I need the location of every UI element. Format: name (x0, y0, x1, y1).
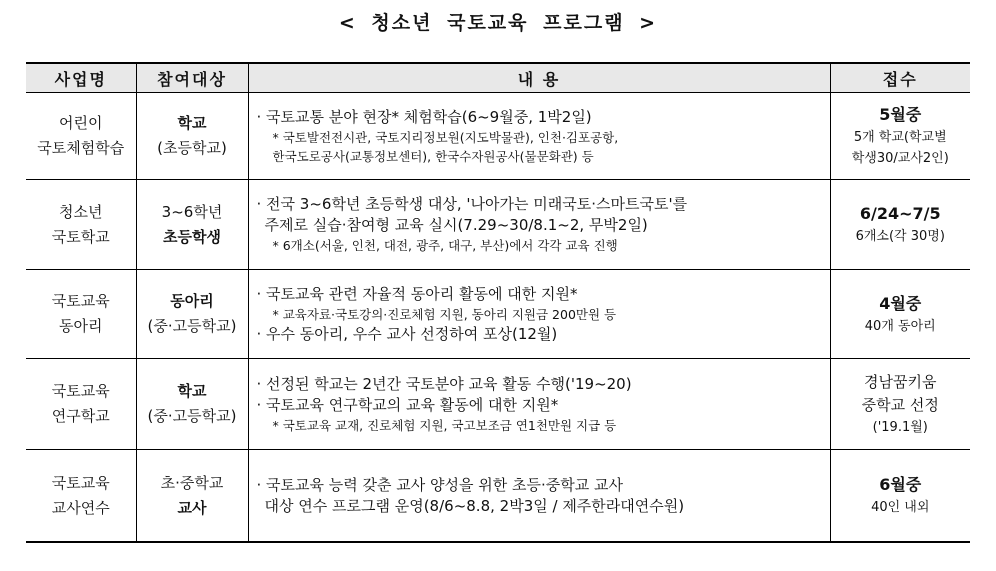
program-name-line: 어린이 (59, 114, 103, 132)
target-bold: 동아리 (170, 292, 214, 310)
target-bold: 학교 (177, 114, 207, 132)
receipt-line: 중학교 선정 (861, 395, 939, 414)
table-header-row (26, 63, 970, 93)
content-line: · 국토교육 능력 갖춘 교사 양성을 위한 초등·중학교 교사 (256, 475, 623, 494)
table-row (26, 359, 970, 450)
target-sub: (초등학교) (157, 139, 227, 157)
receipt-line: ('19.1월) (872, 419, 928, 435)
program-name-cell (26, 93, 136, 180)
content-line: · 국토교통 분야 현장* 체험학습(6~9월중, 1박2일) (256, 107, 592, 126)
target-sub: (중·고등학교) (147, 407, 237, 425)
target-cell (136, 270, 248, 359)
header-name: 사업명 (26, 63, 136, 93)
target-bold: 초등학생 (163, 227, 221, 246)
table-row (26, 93, 970, 180)
program-name-cell (26, 180, 136, 270)
content-cell (248, 180, 830, 270)
table-row (26, 450, 970, 543)
receipt-cell (830, 93, 970, 180)
program-name-line: 연구학교 (51, 407, 110, 425)
content-cell (248, 450, 830, 543)
target-cell (136, 359, 248, 450)
program-name-line: 국토학교 (51, 227, 110, 246)
content-line: · 국토교육 관련 자율적 동아리 활동에 대한 지원* (256, 284, 578, 303)
content-cell (248, 270, 830, 359)
program-name-cell (26, 450, 136, 543)
receipt-main: 6/24~7/5 (859, 204, 941, 223)
content-line: · 전국 3~6학년 초등학생 대상, '나아가는 미래국토·스마트국토'를 (256, 195, 688, 213)
content-line: 주제로 실습·참여형 교육 실시(7.29~30/8.1~2, 무박2일) (264, 216, 648, 234)
content-cell (248, 93, 830, 180)
target-cell (136, 450, 248, 543)
receipt-sub: 40개 동아리 (864, 318, 936, 334)
header-receipt: 접수 (830, 63, 970, 93)
content-note: * 국토교육 교재, 진로체험 지원, 국고보조금 연1천만원 지급 등 (272, 417, 617, 433)
target-plain: 초·중학교 (160, 473, 224, 492)
content-line: · 선정된 학교는 2년간 국토분야 교육 활동 수행('19~20) (256, 374, 632, 393)
table-row (26, 180, 970, 270)
receipt-main: 5월중 (879, 105, 922, 124)
target-bold: 교사 (177, 498, 207, 517)
target-plain: 3~6학년 (161, 202, 223, 221)
content-note: * 국토발전전시관, 국토지리정보원(지도박물관), 인천·김포공항, (272, 129, 619, 145)
target-sub: (중·고등학교) (147, 317, 237, 335)
receipt-sub: 40인 내외 (871, 500, 930, 515)
content-note: * 교육자료·국토강의·진로체험 지원, 동아리 지원금 200만원 등 (272, 306, 617, 322)
content-note: 한국도로공사(교통정보센터), 한국수자원공사(물문화관) 등 (272, 148, 594, 164)
target-cell (136, 180, 248, 270)
program-name-line: 국토교육 (51, 382, 110, 400)
receipt-cell (830, 180, 970, 270)
program-name-line: 교사연수 (51, 498, 110, 517)
content-note: * 6개소(서울, 인천, 대전, 광주, 대구, 부산)에서 각각 교육 진행 (272, 238, 618, 253)
target-cell (136, 93, 248, 180)
receipt-main: 6월중 (879, 475, 922, 494)
program-name-line: 국토교육 (51, 473, 110, 492)
receipt-sub: 학생30/교사2인) (851, 151, 949, 166)
target-bold: 학교 (177, 382, 207, 400)
program-name-cell (26, 359, 136, 450)
content-line: · 우수 동아리, 우수 교사 선정하여 포상(12월) (256, 324, 558, 343)
receipt-cell (830, 359, 970, 450)
page-title: < 청소년 국토교육 프로그램 > (338, 12, 658, 34)
table-row (26, 270, 970, 359)
content-line: 대상 연수 프로그램 운영(8/6~8.8, 2박3일 / 제주한라대연수원) (264, 496, 685, 515)
receipt-main: 4월중 (879, 293, 922, 313)
receipt-sub: 6개소(각 30명) (855, 229, 945, 244)
header-content: 내 용 (248, 63, 830, 93)
receipt-cell (830, 270, 970, 359)
program-name-line: 국토체험학습 (37, 139, 125, 157)
content-cell (248, 359, 830, 450)
program-table (26, 62, 970, 543)
receipt-cell (830, 450, 970, 543)
receipt-line: 경남꿈키움 (864, 372, 937, 391)
program-name-line: 국토교육 (51, 292, 110, 310)
receipt-sub: 5개 학교(학교별 (853, 130, 947, 145)
content-line: · 국토교육 연구학교의 교육 활동에 대한 지원* (256, 395, 559, 414)
header-target: 참여대상 (136, 63, 248, 93)
program-name-cell (26, 270, 136, 359)
program-name-line: 동아리 (59, 317, 103, 335)
program-name-line: 청소년 (59, 202, 103, 221)
